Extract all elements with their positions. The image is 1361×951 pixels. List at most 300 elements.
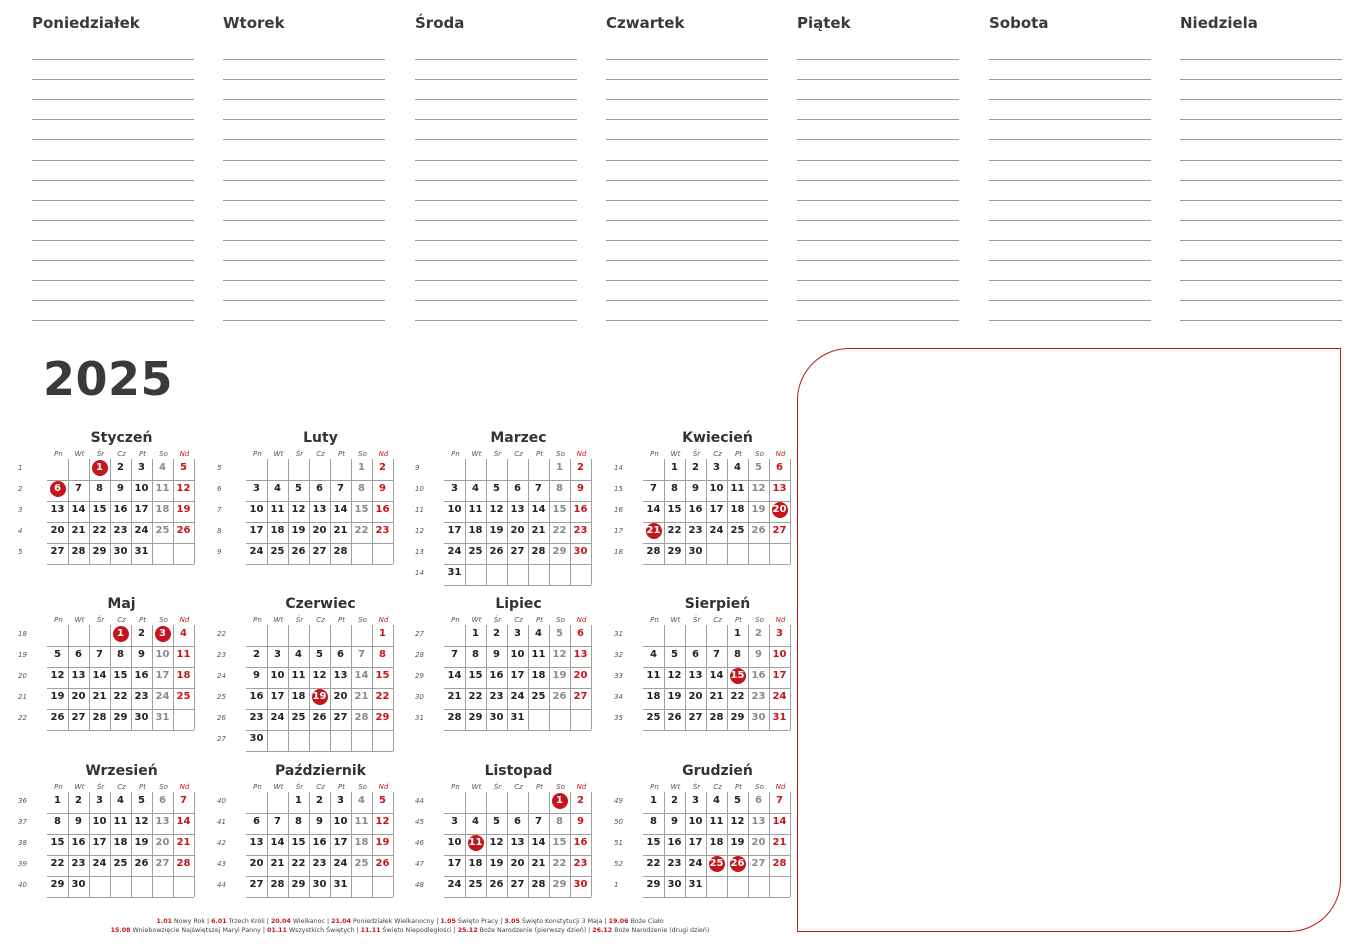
day-cell[interactable]: 19 <box>375 837 390 848</box>
day-cell[interactable]: 27 <box>71 712 86 723</box>
planner-line[interactable] <box>415 59 577 60</box>
day-cell[interactable]: 25 <box>531 691 546 702</box>
day-cell[interactable]: 26 <box>50 712 65 723</box>
planner-line[interactable] <box>223 240 385 241</box>
day-cell[interactable]: 20 <box>312 525 327 536</box>
day-cell[interactable]: 2 <box>692 462 699 473</box>
planner-line[interactable] <box>32 79 194 80</box>
day-cell[interactable]: 9 <box>379 483 386 494</box>
day-cell[interactable]: 22 <box>92 525 107 536</box>
day-cell[interactable]: 7 <box>535 816 542 827</box>
planner-line[interactable] <box>606 139 768 140</box>
day-cell[interactable]: 24 <box>333 858 348 869</box>
day-cell[interactable]: 3 <box>692 795 699 806</box>
day-cell[interactable]: 19 <box>667 691 682 702</box>
day-cell[interactable]: 24 <box>772 691 787 702</box>
day-cell[interactable]: 14 <box>270 837 285 848</box>
day-cell[interactable]: 4 <box>713 795 720 806</box>
day-cell[interactable]: 28 <box>531 546 546 557</box>
day-cell[interactable]: 12 <box>134 816 149 827</box>
planner-line[interactable] <box>415 200 577 201</box>
planner-line[interactable] <box>797 79 959 80</box>
day-cell[interactable]: 1 <box>734 628 741 639</box>
day-cell[interactable]: 29 <box>291 879 306 890</box>
day-cell[interactable]: 27 <box>510 879 525 890</box>
day-cell[interactable]: 5 <box>180 462 187 473</box>
day-cell[interactable]: 26 <box>667 712 682 723</box>
day-cell[interactable]: 15 <box>552 504 567 515</box>
day-cell[interactable]: 30 <box>688 546 703 557</box>
day-cell[interactable]: 10 <box>709 483 724 494</box>
planner-line[interactable] <box>32 260 194 261</box>
day-cell[interactable]: 21 <box>447 691 462 702</box>
day-cell[interactable]: 3 <box>451 483 458 494</box>
planner-line[interactable] <box>1180 220 1342 221</box>
day-cell[interactable]: 12 <box>489 837 504 848</box>
day-cell[interactable]: 8 <box>358 483 365 494</box>
day-cell[interactable]: 20 <box>510 858 525 869</box>
planner-line[interactable] <box>32 220 194 221</box>
day-cell[interactable]: 17 <box>709 504 724 515</box>
holiday-day[interactable] <box>309 687 330 707</box>
day-cell[interactable]: 2 <box>117 462 124 473</box>
planner-line[interactable] <box>32 180 194 181</box>
day-cell[interactable]: 13 <box>772 483 787 494</box>
day-cell[interactable]: 9 <box>138 649 145 660</box>
day-cell[interactable]: 31 <box>333 879 348 890</box>
day-cell[interactable]: 13 <box>312 504 327 515</box>
day-cell[interactable]: 5 <box>556 628 563 639</box>
day-cell[interactable]: 28 <box>71 546 86 557</box>
day-cell[interactable]: 2 <box>671 795 678 806</box>
planner-line[interactable] <box>606 300 768 301</box>
day-cell[interactable]: 20 <box>155 837 170 848</box>
day-cell[interactable]: 22 <box>50 858 65 869</box>
day-cell[interactable]: 14 <box>709 670 724 681</box>
day-cell[interactable]: 14 <box>772 816 787 827</box>
day-cell[interactable]: 13 <box>249 837 264 848</box>
day-cell[interactable]: 21 <box>772 837 787 848</box>
day-cell[interactable]: 12 <box>375 816 390 827</box>
day-cell[interactable]: 2 <box>253 649 260 660</box>
day-cell[interactable]: 25 <box>354 858 369 869</box>
day-cell[interactable]: 6 <box>337 649 344 660</box>
day-cell[interactable]: 16 <box>134 670 149 681</box>
planner-line[interactable] <box>415 139 577 140</box>
day-cell[interactable]: 24 <box>134 525 149 536</box>
day-cell[interactable]: 21 <box>176 837 191 848</box>
day-cell[interactable]: 28 <box>709 712 724 723</box>
day-cell[interactable]: 17 <box>333 837 348 848</box>
day-cell[interactable]: 27 <box>688 712 703 723</box>
day-cell[interactable]: 12 <box>552 649 567 660</box>
day-cell[interactable]: 1 <box>650 795 657 806</box>
day-cell[interactable]: 18 <box>270 525 285 536</box>
planner-line[interactable] <box>223 200 385 201</box>
planner-line[interactable] <box>223 180 385 181</box>
day-cell[interactable]: 16 <box>249 691 264 702</box>
day-cell[interactable]: 20 <box>333 691 348 702</box>
day-cell[interactable]: 27 <box>573 691 588 702</box>
day-cell[interactable]: 11 <box>709 816 724 827</box>
day-cell[interactable]: 28 <box>92 712 107 723</box>
day-cell[interactable]: 23 <box>573 858 588 869</box>
day-cell[interactable]: 20 <box>688 691 703 702</box>
day-cell[interactable]: 21 <box>333 525 348 536</box>
day-cell[interactable]: 17 <box>270 691 285 702</box>
day-cell[interactable]: 16 <box>113 504 128 515</box>
day-cell[interactable]: 25 <box>291 712 306 723</box>
planner-line[interactable] <box>797 260 959 261</box>
day-cell[interactable]: 8 <box>671 483 678 494</box>
day-cell[interactable]: 9 <box>671 816 678 827</box>
day-cell[interactable]: 8 <box>54 816 61 827</box>
planner-line[interactable] <box>606 119 768 120</box>
day-cell[interactable]: 25 <box>468 546 483 557</box>
day-cell[interactable]: 7 <box>650 483 657 494</box>
planner-line[interactable] <box>989 79 1151 80</box>
planner-line[interactable] <box>989 320 1151 321</box>
day-cell[interactable]: 22 <box>552 858 567 869</box>
day-cell[interactable]: 15 <box>50 837 65 848</box>
day-cell[interactable]: 25 <box>730 525 745 536</box>
day-cell[interactable]: 9 <box>316 816 323 827</box>
day-cell[interactable]: 23 <box>688 525 703 536</box>
day-cell[interactable]: 14 <box>333 504 348 515</box>
day-cell[interactable]: 28 <box>333 546 348 557</box>
day-cell[interactable]: 29 <box>646 879 661 890</box>
planner-line[interactable] <box>606 280 768 281</box>
day-cell[interactable]: 14 <box>71 504 86 515</box>
day-cell[interactable]: 3 <box>337 795 344 806</box>
planner-line[interactable] <box>989 139 1151 140</box>
day-cell[interactable]: 23 <box>249 712 264 723</box>
planner-line[interactable] <box>415 220 577 221</box>
day-cell[interactable]: 24 <box>92 858 107 869</box>
holiday-day[interactable] <box>727 854 748 874</box>
planner-line[interactable] <box>32 139 194 140</box>
day-cell[interactable]: 29 <box>50 879 65 890</box>
planner-line[interactable] <box>415 160 577 161</box>
day-cell[interactable]: 18 <box>113 837 128 848</box>
day-cell[interactable]: 27 <box>333 712 348 723</box>
holiday-day[interactable] <box>549 791 570 811</box>
day-cell[interactable]: 27 <box>50 546 65 557</box>
day-cell[interactable]: 23 <box>113 525 128 536</box>
day-cell[interactable]: 19 <box>751 504 766 515</box>
day-cell[interactable]: 26 <box>375 858 390 869</box>
day-cell[interactable]: 31 <box>134 546 149 557</box>
day-cell[interactable]: 17 <box>510 670 525 681</box>
day-cell[interactable]: 3 <box>776 628 783 639</box>
day-cell[interactable]: 7 <box>96 649 103 660</box>
planner-line[interactable] <box>1180 320 1342 321</box>
day-cell[interactable]: 21 <box>92 691 107 702</box>
day-cell[interactable]: 19 <box>176 504 191 515</box>
day-cell[interactable]: 13 <box>510 504 525 515</box>
planner-line[interactable] <box>415 180 577 181</box>
day-cell[interactable]: 19 <box>730 837 745 848</box>
day-cell[interactable]: 29 <box>468 712 483 723</box>
planner-line[interactable] <box>32 280 194 281</box>
planner-line[interactable] <box>797 99 959 100</box>
day-cell[interactable]: 22 <box>646 858 661 869</box>
planner-line[interactable] <box>415 119 577 120</box>
day-cell[interactable]: 31 <box>772 712 787 723</box>
day-cell[interactable]: 15 <box>667 504 682 515</box>
planner-line[interactable] <box>989 260 1151 261</box>
day-cell[interactable]: 5 <box>734 795 741 806</box>
planner-line[interactable] <box>797 160 959 161</box>
day-cell[interactable]: 10 <box>333 816 348 827</box>
planner-line[interactable] <box>989 240 1151 241</box>
day-cell[interactable]: 8 <box>295 816 302 827</box>
day-cell[interactable]: 15 <box>291 837 306 848</box>
day-cell[interactable]: 31 <box>155 712 170 723</box>
planner-line[interactable] <box>606 320 768 321</box>
day-cell[interactable]: 19 <box>50 691 65 702</box>
planner-line[interactable] <box>606 240 768 241</box>
day-cell[interactable]: 3 <box>96 795 103 806</box>
day-cell[interactable]: 3 <box>451 816 458 827</box>
day-cell[interactable]: 13 <box>333 670 348 681</box>
day-cell[interactable]: 28 <box>646 546 661 557</box>
day-cell[interactable]: 23 <box>573 525 588 536</box>
day-cell[interactable]: 1 <box>54 795 61 806</box>
planner-line[interactable] <box>223 139 385 140</box>
day-cell[interactable]: 8 <box>96 483 103 494</box>
planner-line[interactable] <box>797 300 959 301</box>
day-cell[interactable]: 20 <box>249 858 264 869</box>
day-cell[interactable]: 7 <box>776 795 783 806</box>
day-cell[interactable]: 26 <box>291 546 306 557</box>
day-cell[interactable]: 29 <box>667 546 682 557</box>
day-cell[interactable]: 2 <box>577 462 584 473</box>
planner-line[interactable] <box>1180 160 1342 161</box>
day-cell[interactable]: 4 <box>159 462 166 473</box>
day-cell[interactable]: 10 <box>249 504 264 515</box>
planner-line[interactable] <box>223 280 385 281</box>
day-cell[interactable]: 22 <box>552 525 567 536</box>
day-cell[interactable]: 25 <box>270 546 285 557</box>
day-cell[interactable]: 23 <box>71 858 86 869</box>
day-cell[interactable]: 4 <box>358 795 365 806</box>
day-cell[interactable]: 18 <box>646 691 661 702</box>
day-cell[interactable]: 24 <box>270 712 285 723</box>
day-cell[interactable]: 5 <box>755 462 762 473</box>
planner-line[interactable] <box>415 79 577 80</box>
day-cell[interactable]: 13 <box>155 816 170 827</box>
day-cell[interactable]: 23 <box>134 691 149 702</box>
day-cell[interactable]: 12 <box>489 504 504 515</box>
day-cell[interactable]: 12 <box>312 670 327 681</box>
day-cell[interactable]: 27 <box>249 879 264 890</box>
day-cell[interactable]: 5 <box>316 649 323 660</box>
day-cell[interactable]: 6 <box>75 649 82 660</box>
day-cell[interactable]: 4 <box>650 649 657 660</box>
day-cell[interactable]: 19 <box>489 525 504 536</box>
planner-line[interactable] <box>223 119 385 120</box>
day-cell[interactable]: 11 <box>646 670 661 681</box>
day-cell[interactable]: 5 <box>295 483 302 494</box>
day-cell[interactable]: 21 <box>71 525 86 536</box>
day-cell[interactable]: 30 <box>751 712 766 723</box>
day-cell[interactable]: 22 <box>113 691 128 702</box>
day-cell[interactable]: 25 <box>176 691 191 702</box>
day-cell[interactable]: 27 <box>510 546 525 557</box>
day-cell[interactable]: 6 <box>253 816 260 827</box>
day-cell[interactable]: 29 <box>375 712 390 723</box>
day-cell[interactable]: 17 <box>447 858 462 869</box>
day-cell[interactable]: 21 <box>709 691 724 702</box>
day-cell[interactable]: 14 <box>646 504 661 515</box>
day-cell[interactable]: 31 <box>447 567 462 578</box>
day-cell[interactable]: 11 <box>468 504 483 515</box>
planner-line[interactable] <box>606 180 768 181</box>
planner-line[interactable] <box>32 240 194 241</box>
day-cell[interactable]: 13 <box>573 649 588 660</box>
planner-line[interactable] <box>415 300 577 301</box>
day-cell[interactable]: 5 <box>671 649 678 660</box>
day-cell[interactable]: 8 <box>556 483 563 494</box>
day-cell[interactable]: 16 <box>751 670 766 681</box>
day-cell[interactable]: 22 <box>354 525 369 536</box>
day-cell[interactable]: 22 <box>667 525 682 536</box>
day-cell[interactable]: 12 <box>730 816 745 827</box>
day-cell[interactable]: 12 <box>176 483 191 494</box>
day-cell[interactable]: 24 <box>510 691 525 702</box>
day-cell[interactable]: 1 <box>556 462 563 473</box>
day-cell[interactable]: 10 <box>134 483 149 494</box>
day-cell[interactable]: 5 <box>493 483 500 494</box>
planner-line[interactable] <box>989 99 1151 100</box>
day-cell[interactable]: 24 <box>249 546 264 557</box>
day-cell[interactable]: 8 <box>472 649 479 660</box>
day-cell[interactable]: 17 <box>134 504 149 515</box>
day-cell[interactable]: 15 <box>468 670 483 681</box>
planner-line[interactable] <box>1180 240 1342 241</box>
day-cell[interactable]: 9 <box>577 483 584 494</box>
day-cell[interactable]: 20 <box>50 525 65 536</box>
day-cell[interactable]: 22 <box>468 691 483 702</box>
day-cell[interactable]: 19 <box>552 670 567 681</box>
day-cell[interactable]: 2 <box>75 795 82 806</box>
day-cell[interactable]: 6 <box>316 483 323 494</box>
day-cell[interactable]: 11 <box>730 483 745 494</box>
planner-line[interactable] <box>1180 280 1342 281</box>
planner-line[interactable] <box>606 260 768 261</box>
day-cell[interactable]: 21 <box>531 858 546 869</box>
planner-line[interactable] <box>797 280 959 281</box>
day-cell[interactable]: 29 <box>552 879 567 890</box>
day-cell[interactable]: 14 <box>92 670 107 681</box>
day-cell[interactable]: 4 <box>472 816 479 827</box>
day-cell[interactable]: 7 <box>337 483 344 494</box>
planner-line[interactable] <box>797 320 959 321</box>
holiday-day[interactable] <box>727 666 748 686</box>
day-cell[interactable]: 6 <box>159 795 166 806</box>
day-cell[interactable]: 27 <box>751 858 766 869</box>
day-cell[interactable]: 14 <box>531 837 546 848</box>
day-cell[interactable]: 24 <box>447 546 462 557</box>
day-cell[interactable]: 16 <box>573 837 588 848</box>
day-cell[interactable]: 17 <box>688 837 703 848</box>
day-cell[interactable]: 15 <box>354 504 369 515</box>
holiday-day[interactable] <box>643 521 664 541</box>
planner-line[interactable] <box>797 59 959 60</box>
planner-line[interactable] <box>1180 200 1342 201</box>
day-cell[interactable]: 9 <box>755 649 762 660</box>
day-cell[interactable]: 7 <box>358 649 365 660</box>
day-cell[interactable]: 20 <box>510 525 525 536</box>
day-cell[interactable]: 29 <box>730 712 745 723</box>
day-cell[interactable]: 2 <box>379 462 386 473</box>
day-cell[interactable]: 6 <box>755 795 762 806</box>
day-cell[interactable]: 4 <box>274 483 281 494</box>
day-cell[interactable]: 10 <box>510 649 525 660</box>
day-cell[interactable]: 18 <box>709 837 724 848</box>
day-cell[interactable]: 20 <box>751 837 766 848</box>
day-cell[interactable]: 26 <box>489 879 504 890</box>
day-cell[interactable]: 20 <box>573 670 588 681</box>
planner-line[interactable] <box>989 180 1151 181</box>
day-cell[interactable]: 24 <box>688 858 703 869</box>
planner-line[interactable] <box>797 139 959 140</box>
day-cell[interactable]: 18 <box>155 504 170 515</box>
day-cell[interactable]: 10 <box>688 816 703 827</box>
planner-line[interactable] <box>989 200 1151 201</box>
planner-line[interactable] <box>1180 119 1342 120</box>
day-cell[interactable]: 2 <box>755 628 762 639</box>
day-cell[interactable]: 18 <box>291 691 306 702</box>
day-cell[interactable]: 8 <box>556 816 563 827</box>
planner-line[interactable] <box>606 200 768 201</box>
day-cell[interactable]: 10 <box>92 816 107 827</box>
day-cell[interactable]: 3 <box>274 649 281 660</box>
day-cell[interactable]: 9 <box>493 649 500 660</box>
day-cell[interactable]: 18 <box>176 670 191 681</box>
planner-line[interactable] <box>606 99 768 100</box>
day-cell[interactable]: 31 <box>688 879 703 890</box>
day-cell[interactable]: 14 <box>531 504 546 515</box>
day-cell[interactable]: 2 <box>493 628 500 639</box>
day-cell[interactable]: 28 <box>772 858 787 869</box>
day-cell[interactable]: 11 <box>354 816 369 827</box>
planner-line[interactable] <box>797 240 959 241</box>
planner-line[interactable] <box>415 260 577 261</box>
day-cell[interactable]: 25 <box>646 712 661 723</box>
day-cell[interactable]: 1 <box>379 628 386 639</box>
day-cell[interactable]: 18 <box>354 837 369 848</box>
day-cell[interactable]: 9 <box>692 483 699 494</box>
day-cell[interactable]: 3 <box>514 628 521 639</box>
day-cell[interactable]: 19 <box>291 525 306 536</box>
planner-line[interactable] <box>989 300 1151 301</box>
day-cell[interactable]: 12 <box>291 504 306 515</box>
day-cell[interactable]: 25 <box>113 858 128 869</box>
planner-line[interactable] <box>223 220 385 221</box>
planner-line[interactable] <box>223 320 385 321</box>
day-cell[interactable]: 22 <box>730 691 745 702</box>
planner-line[interactable] <box>223 99 385 100</box>
day-cell[interactable]: 30 <box>489 712 504 723</box>
day-cell[interactable]: 23 <box>489 691 504 702</box>
day-cell[interactable]: 30 <box>71 879 86 890</box>
day-cell[interactable]: 1 <box>295 795 302 806</box>
day-cell[interactable]: 7 <box>535 483 542 494</box>
planner-line[interactable] <box>32 99 194 100</box>
day-cell[interactable]: 28 <box>176 858 191 869</box>
